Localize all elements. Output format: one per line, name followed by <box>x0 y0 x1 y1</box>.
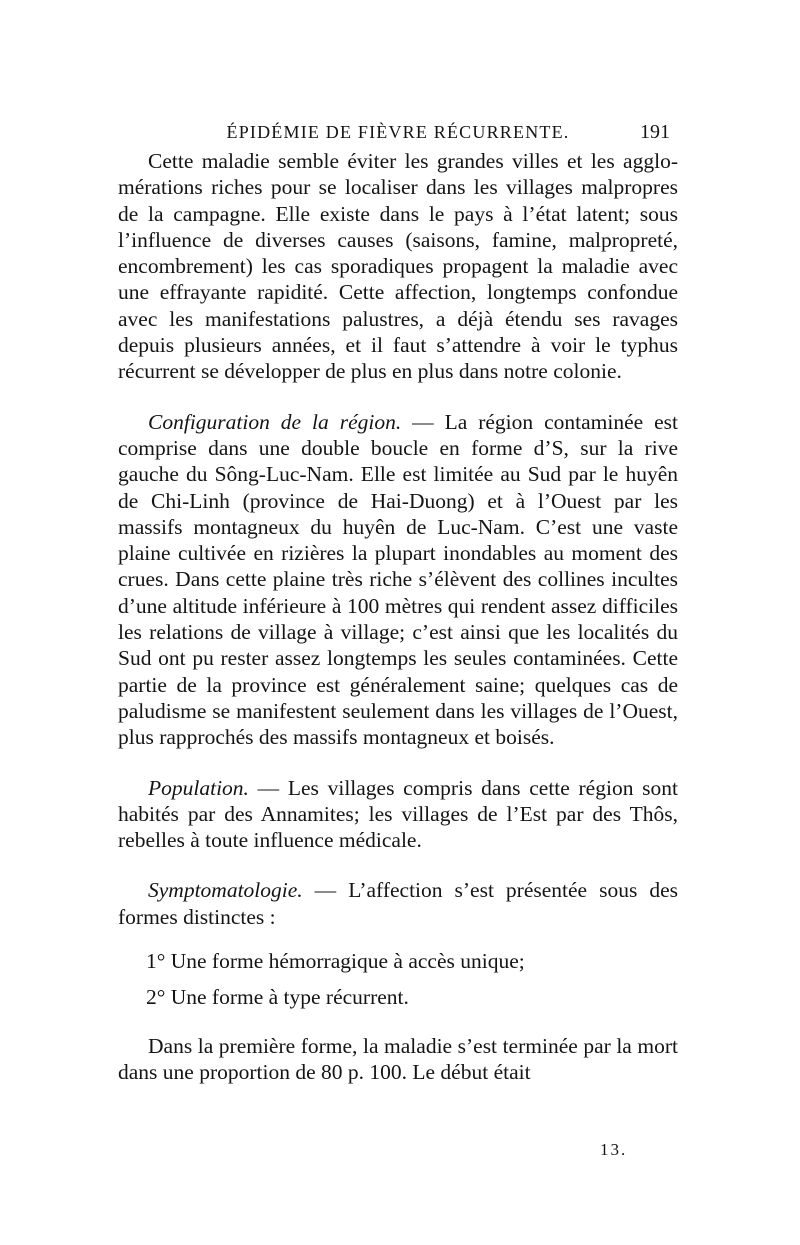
em-dash-separator: — <box>401 409 445 434</box>
em-dash-separator: — <box>302 878 349 903</box>
forms-list <box>118 948 678 1011</box>
paragraph-text: L’affection s’est présentée sous des formes distinctes : <box>118 878 678 929</box>
list-item: 2° Une forme à type récurrent. <box>146 985 409 1010</box>
printer-signature-mark: 13. <box>600 1140 628 1159</box>
page-number: 191 <box>640 121 670 143</box>
paragraph-symptomatologie <box>118 877 678 930</box>
list-item: 1° Une forme hémorragique à accès unique; <box>146 949 525 974</box>
section-heading-population: Population. <box>148 775 249 800</box>
running-head <box>118 118 678 146</box>
paragraph-text: Cette maladie semble éviter les grandes villes et les agglomérations riches pour se localiser dans les villages malpropres de la campagne. Elle existe dans le pays à l’état latent; sous l’influence de diverses causes (saisons, famine, malpropreté, encombrement) les cas sporadiques propagent la maladie avec une effrayante rapidité. Cette affection, longtemps confondue avec les manifestations palustres, a déjà étendu ses ravages depuis plusieurs années, et il faut s’attendre à voir le typhus récurrent se développer de plus en plus dans notre colonie. <box>118 149 678 384</box>
paragraph-closing <box>118 1033 678 1086</box>
section-heading-symptomatologie: Symptomatologie. <box>148 878 303 903</box>
paragraph-population <box>118 775 678 854</box>
paragraph-configuration <box>118 409 678 751</box>
body-text <box>118 148 678 1085</box>
em-dash-separator: — <box>248 775 288 800</box>
running-head-title: ÉPIDÉMIE DE FIÈVRE RÉCURRENTE. <box>226 122 570 142</box>
paragraph-intro <box>118 148 678 385</box>
paragraph-text: La région contaminée est comprise dans une double boucle en forme d’S, sur la rive gauche du Sông-Luc-Nam. Elle est limitée au Sud par le huyên de Chi-Linh (province de Hai-Duong) et à l’Ouest par les massifs montagneux du huyên de Luc-Nam. C’est une vaste plaine cultivée en rizières la plupart inondables au moment des crues. Dans cette plaine très riche s’élèvent des collines incultes d’une altitude inférieure à 100 mètres qui rendent assez difficiles les relations de village à village; c’est ainsi que les localités du Sud ont pu rester assez longtemps les seules contaminées. Cette partie de la province est généralement saine; quelques cas de paludisme se manifestent seulement dans les villages de l’Ouest, plus rapprochés des massifs montagneux et boisés. <box>118 409 679 750</box>
paragraph-text: Les villages compris dans cette région sont habités par des Annamites; les villages de l’Est par des Thôs, rebelles à toute influence médicale. <box>118 775 678 853</box>
paragraph-text: Dans la première forme, la maladie s’est terminée par la mort dans une proportion de 80 p. 100. Le début était <box>118 1033 678 1084</box>
section-heading-configuration: Configuration de la région. <box>148 409 402 434</box>
